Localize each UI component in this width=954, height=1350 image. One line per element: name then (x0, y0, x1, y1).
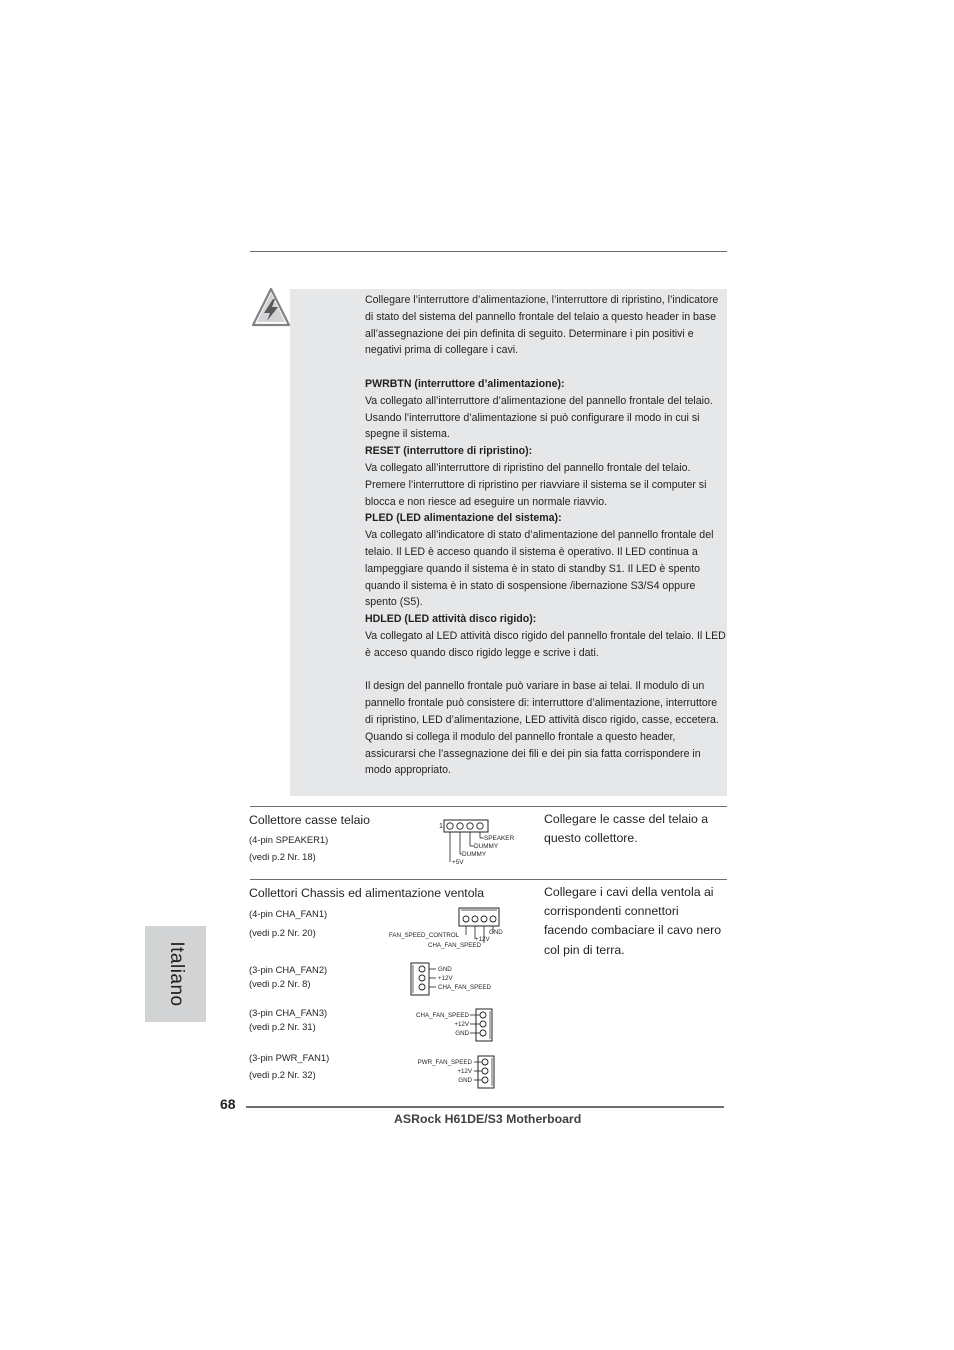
cha-fan3-ref: (vedi p.2 Nr. 31) (249, 1021, 316, 1032)
design-text: Il design del pannello frontale può variare in base ai telai. Il modulo di un pannello frontale può consistere di: interruttore d’alimentazione, interruttore di ripristino, LED d’alimentazione, LED attività disco rigido, casse, eccetera. Quando si collega il modulo del pannello frontale a questo header, assicurarsi che l’assegnazione dei fili e dei pin sia fatta corrispondere in modo appropriato. (365, 680, 719, 777)
top-divider (250, 251, 727, 252)
cha-fan1-gnd-label: GND (489, 929, 503, 936)
language-tab-label: Italiano (165, 941, 187, 1007)
dummy-label-1: DUMMY (474, 843, 499, 850)
cha-fan1-ref: (vedi p.2 Nr. 20) (249, 927, 316, 938)
reset-text: Va collegato all’interruttore di ripristino del pannello frontale del telaio. Premere l’interruttore di ripristino per riavviare il sistema se il computer si blocca e non riesce ad eseguire un normale riavvio. (365, 461, 707, 508)
pwr-fan1-pin: (3-pin PWR_FAN1) (249, 1052, 330, 1063)
cha-fan1-pin: (4-pin CHA_FAN1) (249, 908, 328, 919)
language-tab (145, 926, 206, 1022)
speaker-label: SPEAKER (484, 835, 515, 842)
cha-fan2-gnd-label: GND (438, 966, 452, 973)
pwr-fan1-connector-diagram (408, 1053, 500, 1089)
footer-title: ASRock H61DE/S3 Motherboard (394, 1112, 582, 1126)
fans-description: Collegare i cavi della ventola ai corrispondenti connettori facendo combaciare il cavo nero col pin di terra. (544, 885, 722, 957)
note-intro: Collegare l’interruttore d’alimentazione, l’interruttore di ripristino, l’indicatore di stato del sistema del pannello frontale del telaio a questo header in base all’assegnazione dei pin definita di seguito. Determinare i pin positivi e negativi prima di collegare i cavi. (365, 294, 719, 357)
cha-fan1-speed-label: CHA_FAN_SPEED (428, 942, 481, 949)
cha-fan2-connector-diagram (408, 961, 508, 997)
cha-fan1-connector-diagram (386, 905, 512, 951)
cha-fan2-ref: (vedi p.2 Nr. 8) (249, 978, 311, 989)
pwrbtn-heading: PWRBTN (interruttore d’alimentazione): (365, 377, 565, 390)
hdled-text: Va collegato al LED attività disco rigido del pannello frontale del telaio. Il LED è acceso quando disco rigido legge e scrive i dati. (365, 629, 726, 659)
dummy-label-2: DUMMY (462, 851, 487, 858)
plus5v-label: +5V (452, 859, 464, 866)
pled-text: Va collegato all’indicatore di stato d’alimentazione del pannello frontale del telaio. Il LED è acceso quando il sistema è operativo. Il LED continua a lampeggiare quando il sistema è in stato di standby S1. Il LED è spento quando il sistema è in stato di sospensione /ibernazione S3/S4 oppure spento (S5). (365, 529, 714, 609)
warning-icon (251, 287, 291, 327)
cha-fan2-speed-label: CHA_FAN_SPEED (438, 984, 491, 991)
pwr-fan1-12v-label: +12V (457, 1068, 472, 1075)
cha-fan3-pin: (3-pin CHA_FAN3) (249, 1007, 328, 1018)
pwr-fan1-ref: (vedi p.2 Nr. 32) (249, 1069, 316, 1080)
speaker-title: Collettore casse telaio (249, 813, 370, 827)
pwr-fan1-gnd-label: GND (458, 1077, 472, 1084)
cha-fan2-pin: (3-pin CHA_FAN2) (249, 964, 328, 975)
pwrbtn-text: Va collegato all’interruttore d’alimentazione del pannello frontale del telaio. Usando l’interruttore d’alimentazione si può configurare il modo in cui si spegne il sistema. (365, 394, 713, 441)
fans-title: Collettori Chassis ed alimentazione ventola (249, 886, 485, 900)
speaker-ref: (vedi p.2 Nr. 18) (249, 851, 316, 862)
pwr-fan1-speed-label: PWR_FAN_SPEED (417, 1059, 472, 1066)
note-text (365, 292, 727, 779)
cha-fan3-speed-label: CHA_FAN_SPEED (416, 1012, 469, 1019)
speaker-divider (250, 806, 727, 807)
cha-fan3-connector-diagram (408, 1006, 496, 1042)
cha-fan3-gnd-label: GND (455, 1030, 469, 1037)
hdled-heading: HDLED (LED attività disco rigido): (365, 613, 537, 626)
fan-speed-control-label: FAN_SPEED_CONTROL (389, 932, 460, 939)
speaker-connector-diagram (438, 816, 516, 868)
footer-divider (246, 1106, 724, 1108)
cha-fan3-12v-label: +12V (454, 1021, 469, 1028)
speaker-pin1-label: 1 (439, 823, 443, 830)
cha-fan1-12v-label: +12V (475, 936, 490, 943)
reset-heading: RESET (interruttore di ripristino): (365, 445, 533, 458)
speaker-description: Collegare le casse del telaio a questo collettore. (544, 812, 709, 846)
cha-fan2-12v-label: +12V (438, 975, 453, 982)
speaker-pin: (4-pin SPEAKER1) (249, 834, 329, 845)
fans-divider (250, 879, 727, 880)
pled-heading: PLED (LED alimentazione del sistema): (365, 512, 562, 525)
page-number: 68 (220, 1096, 236, 1112)
